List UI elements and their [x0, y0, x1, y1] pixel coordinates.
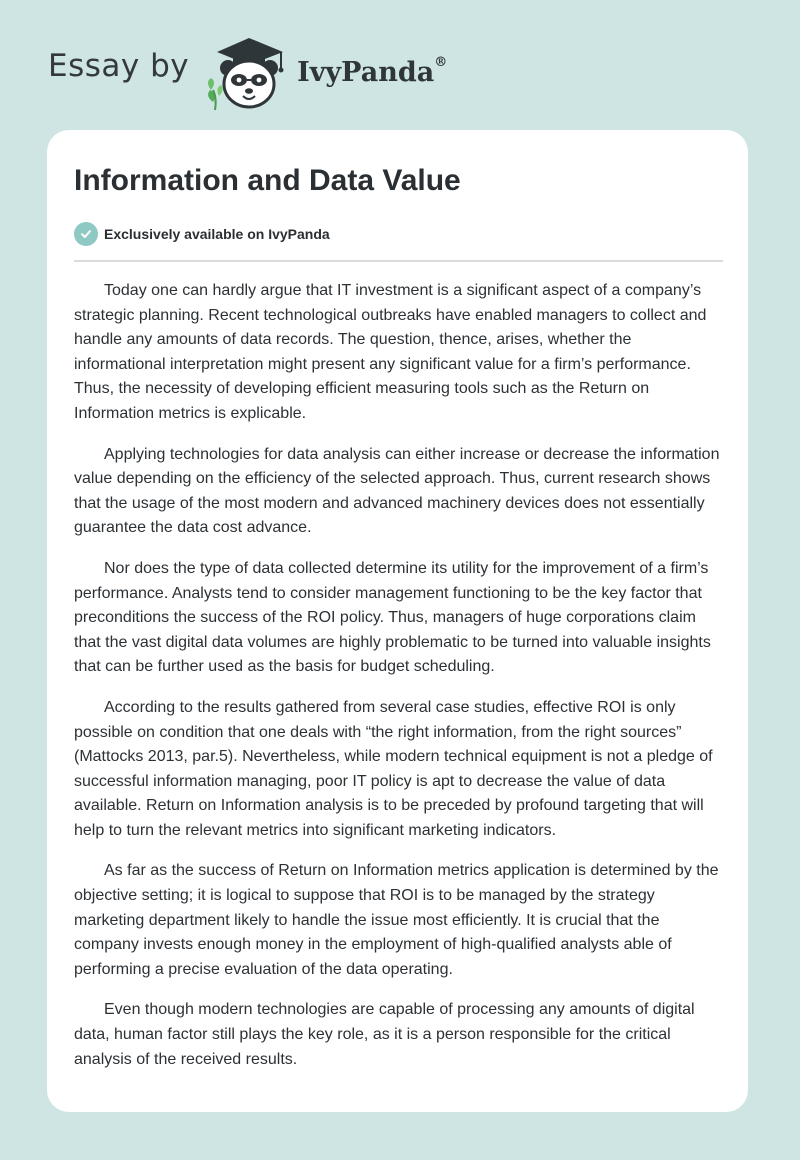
- paragraph: Even though modern technologies are capable of processing any amounts of digital data, human factor still plays the key role, as it is a person responsible for the critical analysis of the received results.: [74, 1001, 695, 1068]
- site-header: [48, 30, 447, 110]
- paragraph: Today one can hardly argue that IT investment is a significant aspect of a company’s strategic planning. Recent technological outbreaks have enabled managers to collect and handle any amounts of data records. The question, thence, arises, whether the informational interpretation might present any significant value for a firm’s performance. Thus, the necessity of developing efficient measuring tools such as the Return on Information metrics is explicable.: [74, 282, 707, 422]
- paragraph: Nor does the type of data collected determine its utility for the improvement of a firm’s performance. Analysts tend to consider management functioning to be the key factor that preconditions the success of the ROI policy. Thus, managers of huge corporations claim that the vast digital data volumes are highly problematic to be turned into valuable insights that can be further used as the basis for budget scheduling.: [74, 559, 711, 676]
- essay-by-label: Essay by: [48, 48, 190, 84]
- paragraph: Applying technologies for data analysis can either increase or decrease the information value depending on the efficiency of the selected approach. Thus, current research shows that the usage of the most modern and advanced machinery devices does not essentially guarantee the data cost advance.: [74, 445, 720, 537]
- check-icon: [74, 222, 98, 246]
- essay-body: [74, 279, 726, 1088]
- exclusive-badge-label: Exclusively available on IvyPanda: [104, 226, 330, 242]
- panda-graduate-logo-icon[interactable]: [203, 32, 295, 112]
- title-divider: [74, 260, 723, 262]
- paragraph: According to the results gathered from several case studies, effective ROI is only possible on condition that one deals with “the right information, from the right sources” (Mattocks 2013, par.5). Nevertheless, while modern technical equipment is not a pledge of successful information managing, poor IT policy is apt to decrease the value of data available. Return on Information analysis is to be preceded by profound targeting that will help to turn the relevant metrics into significant marketing indicators.: [74, 698, 713, 839]
- page-title: Information and Data Value: [74, 164, 461, 197]
- brand-name[interactable]: [297, 54, 448, 88]
- exclusive-badge: [74, 222, 330, 246]
- brand-text: IvyPanda: [297, 56, 435, 88]
- trademark-symbol: ®: [434, 54, 448, 70]
- paragraph: As far as the success of Return on Information metrics application is determined by the objective setting; it is logical to suppose that ROI is to be managed by the strategy marketing department likely to handle the issue most efficiently. It is crucial that the company invests enough money in the employment of high-qualified analysts able of performing a precise evaluation of the data operating.: [74, 862, 719, 978]
- essay-card: [47, 130, 748, 1112]
